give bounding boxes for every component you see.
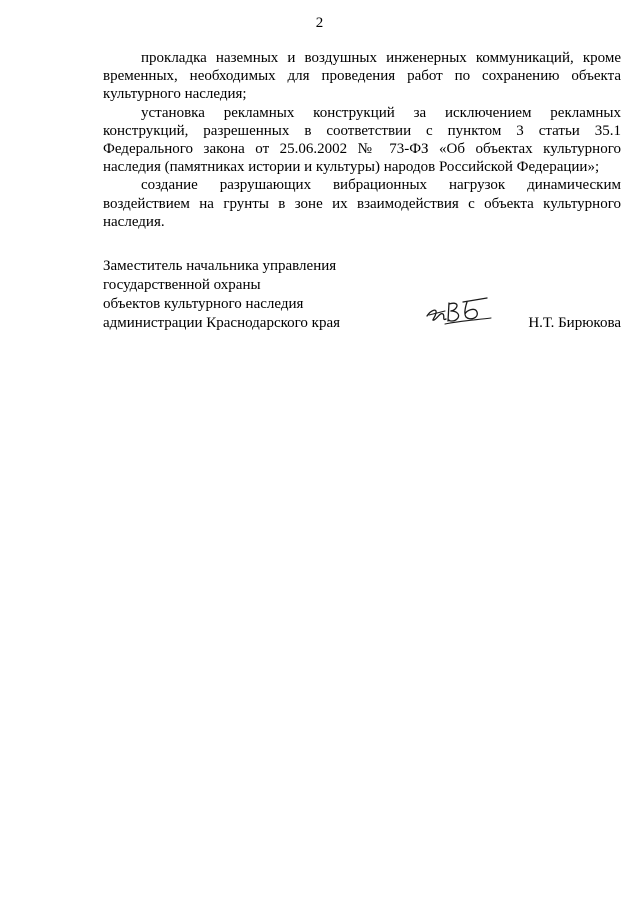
- paragraph-utilities-laying: прокладка наземных и воздушных инженерных коммуникаций, кроме временных, необходимых для проведения работ по сохранению объекта культурного наследия;: [103, 50, 621, 103]
- paragraph-vibration-loads: создание разрушающих вибрационных нагрузок динамическим воздействием на грунты в зоне их взаимодействия с объекта культурного наследия.: [103, 177, 621, 230]
- page-number: 2: [315, 15, 324, 31]
- signature-block: [103, 257, 623, 337]
- signer-position-line: Заместитель начальника управления: [103, 258, 337, 274]
- handwritten-signature: [423, 294, 495, 328]
- document-body: [103, 49, 621, 231]
- signer-name: Н.Т. Бирюкова: [528, 315, 621, 331]
- signer-position-line: администрации Краснодарского края: [103, 315, 341, 331]
- paragraph-advertising-structures: установка рекламных конструкций за исключением рекламных конструкций, разрешенных в соответствии с пунктом 3 статьи 35.1 Федерального закона от 25.06.2002 № 73-ФЗ «Об объектах культурного наследия (памятниках истории и культуры) народов Российской Федерации»;: [103, 104, 621, 176]
- signer-position-line: объектов культурного наследия: [103, 296, 304, 312]
- signer-position-line: государственной охраны: [103, 277, 261, 293]
